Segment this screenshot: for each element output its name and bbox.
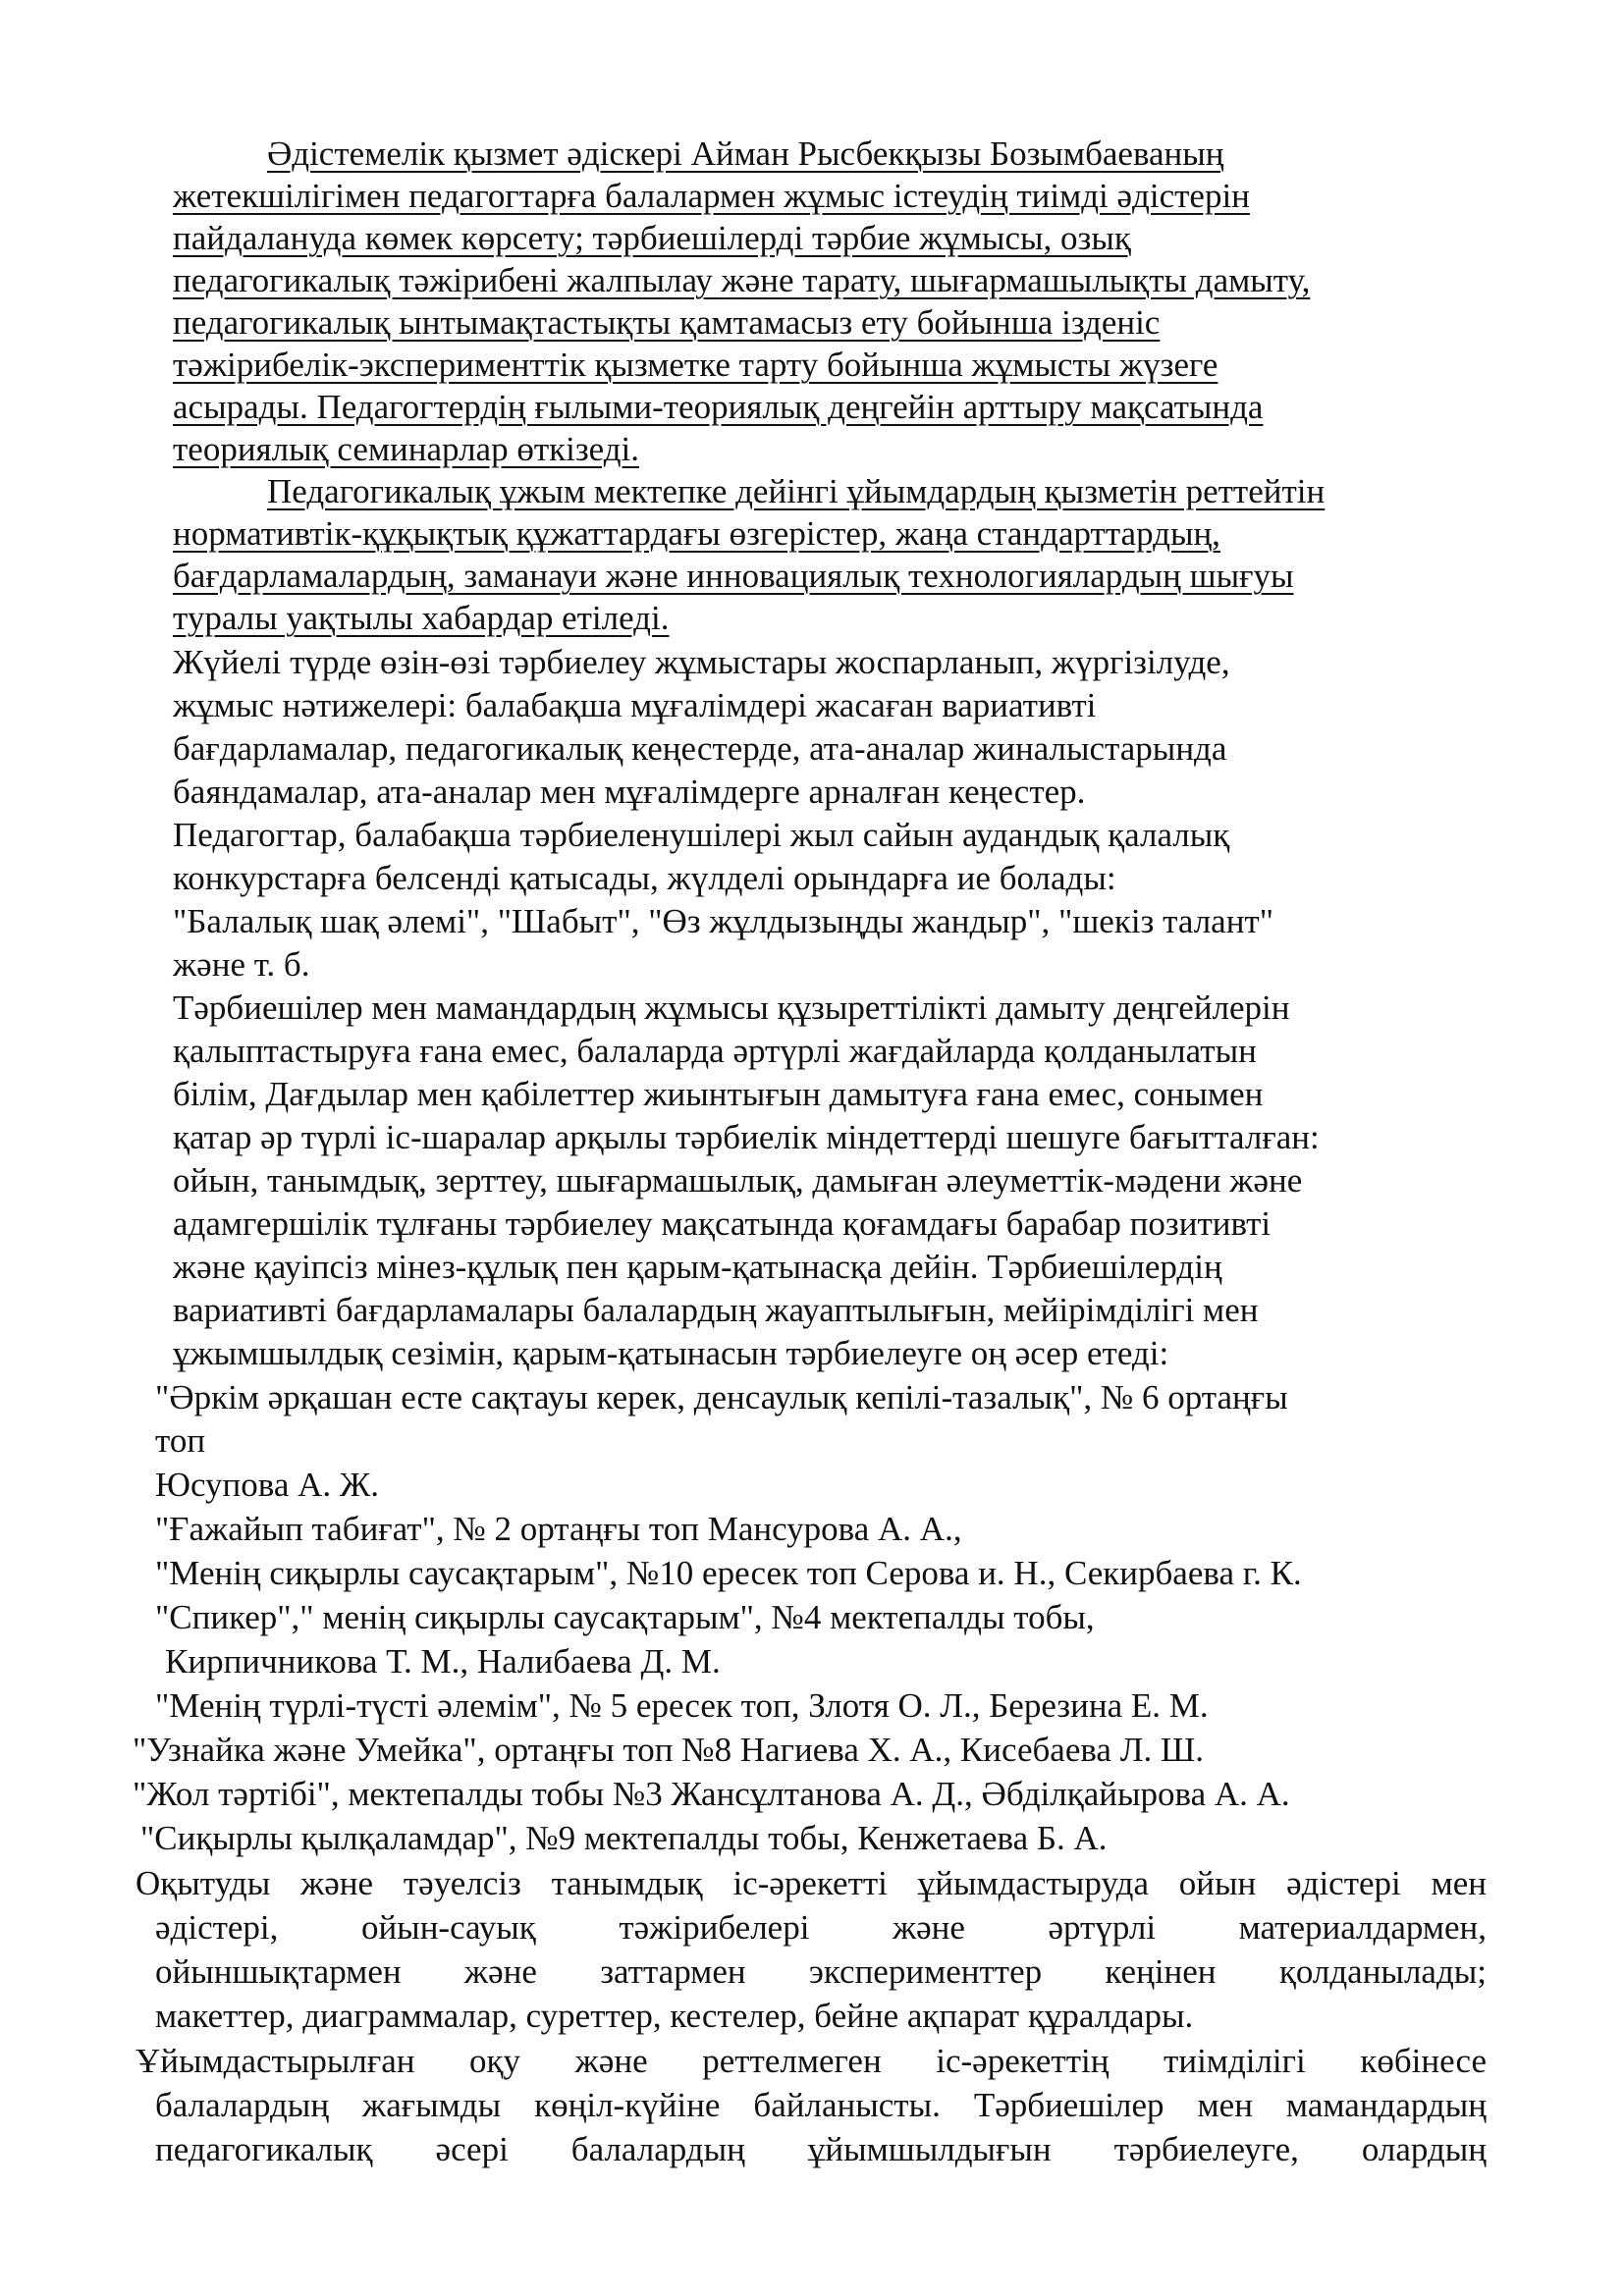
text-line: білім, Дағдылар мен қабілеттер жиынтығын дамытуға ғана емес, сонымен <box>173 1075 1264 1113</box>
text-line: топ <box>155 1421 206 1460</box>
text-line: әдістері, ойын-сауық тәжірибелері және әртүрлі материалдармен, <box>155 1908 1487 1947</box>
text-line: Юсупова А. Ж. <box>155 1466 380 1504</box>
text-line: макеттер, диаграммалар, суреттер, кестелер, бейне ақпарат құралдары. <box>155 1997 1194 2035</box>
text-line: туралы уақтылы хабардар етіледі. <box>173 599 670 637</box>
text-line: ойын, танымдық, зерттеу, шығармашылық, дамыған әлеуметтік-мәдени және <box>173 1161 1303 1200</box>
text-line: педагогикалық ынтымақтастықты қамтамасыз ету бойынша ізденіс <box>173 303 1161 342</box>
text-line: "Сиқырлы қылқаламдар", №9 мектепалды тобы, Кенжетаева Б. А. <box>140 1819 1108 1857</box>
text-line: "Менің түрлі-түсті әлемім", № 5 ересек топ, Злотя О. Л., Березина Е. М. <box>155 1686 1209 1725</box>
text-line: бағдарламалардың, заманауи және инновациялық технологиялардың шығуы <box>173 557 1294 595</box>
text-line: қатар әр түрлі іс-шаралар арқылы тәрбиелік міндеттерді шешуге бағытталған: <box>173 1118 1320 1156</box>
text-line: "Менің сиқырлы саусақтарым", №10 ересек топ Серова и. Н., Секирбаева г. К. <box>155 1554 1302 1592</box>
text-line: Оқытуды және тәуелсіз танымдық іс-әрекетті ұйымдастыруда ойын әдістері мен <box>135 1864 1487 1902</box>
text-line: жұмыс нәтижелері: балабақша мұғалімдері жасаған вариативті <box>173 686 1097 724</box>
text-line: "Жол тәртібі", мектепалды тобы №3 Жансұлтанова А. Д., Әбділқайырова А. А. <box>133 1775 1290 1813</box>
text-line: вариативті бағдарламалары балалардың жауаптылығын, мейірімділігі мен <box>173 1291 1259 1329</box>
text-line: педагогикалық тәжірибені жалпылау және тарату, шығармашылықты дамыту, <box>173 261 1311 299</box>
text-line: нормативтік-құқықтық құжаттардағы өзгерістер, жаңа стандарттардың, <box>173 514 1220 553</box>
text-line: ұжымшылдық сезімін, қарым-қатынасын тәрбиелеуге оң әсер етеді: <box>173 1334 1169 1372</box>
text-line: Жүйелі түрде өзін-өзі тәрбиелеу жұмыстары жоспарланып, жүргізілуде, <box>173 643 1230 681</box>
text-line: балалардың жағымды көңіл-күйіне байланысты. Тәрбиешілер мен мамандардың <box>155 2086 1487 2124</box>
text-line: бағдарламалар, педагогикалық кеңестерде, ата-аналар жиналыстарында <box>173 729 1227 768</box>
text-line: Педагогтар, балабақша тәрбиеленушілері жыл сайын аудандық қалалық <box>173 816 1230 854</box>
text-line: және қауіпсіз мінез-құлық пен қарым-қатынасқа дейін. Тәрбиешілердің <box>173 1248 1222 1286</box>
text-line: педагогикалық әсері балалардың ұйымшылдығын тәрбиелеуге, олардың <box>155 2130 1487 2168</box>
text-line: Әдістемелік қызмет әдіскері Айман Рысбекқызы Бозымбаеваның <box>267 134 1224 173</box>
text-line: Ұйымдастырылған оқу және реттелмеген іс-әрекеттің тиімділігі көбінесе <box>135 2042 1487 2080</box>
text-line: және т. б. <box>173 945 310 984</box>
text-line: пайдалануда көмек көрсету; тәрбиешілерді тәрбие жұмысы, озық <box>173 219 1131 257</box>
text-line: баяндамалар, ата-аналар мен мұғалімдерге арналған кеңестер. <box>173 773 1086 811</box>
text-line: "Узнайка және Умейка", ортаңғы топ №8 Нагиева Х. А., Кисебаева Л. Ш. <box>133 1731 1204 1769</box>
text-line: теориялық семинарлар өткізеді. <box>173 430 640 468</box>
text-line: "Спикер"," менің сиқырлы саусақтарым", №4 мектепалды тобы, <box>155 1598 1095 1636</box>
text-line: жетекшілігімен педагогтарға балалармен жұмыс істеудің тиімді әдістерін <box>173 177 1250 215</box>
text-line: Кирпичникова Т. М., Налибаева Д. М. <box>165 1642 721 1681</box>
text-line: Педагогикалық ұжым мектепке дейінгі ұйымдардың қызметін реттейтін <box>267 472 1326 510</box>
text-line: асырады. Педагогтердің ғылыми-теориялық деңгейін арттыру мақсатында <box>173 388 1264 426</box>
text-line: қалыптастыруға ғана емес, балаларда әртүрлі жағдайларда қолданылатын <box>173 1032 1257 1070</box>
text-line: ойыншықтармен және заттармен эксперименттер кеңінен қолданылады; <box>155 1952 1487 1991</box>
text-line: "Әркім әрқашан есте сақтауы керек, денсаулық кепілі-тазалық", № 6 ортаңғы <box>155 1378 1288 1416</box>
text-line: "Ғажайып табиғат", № 2 ортаңғы топ Мансурова А. А., <box>155 1510 962 1548</box>
text-line: конкурстарға белсенді қатысады, жүлделі орындарға ие болады: <box>173 859 1116 897</box>
text-line: Тәрбиешілер мен мамандардың жұмысы құзыреттілікті дамыту деңгейлерін <box>173 988 1290 1027</box>
text-line: тәжірибелік-эксперименттік қызметке тарту бойынша жұмысты жүзеге <box>173 346 1218 384</box>
text-line: адамгершілік тұлғаны тәрбиелеу мақсатында қоғамдағы барабар позитивті <box>173 1204 1272 1243</box>
text-line: "Балалық шақ әлемі", "Шабыт", "Өз жұлдызыңды жандыр", "шекіз талант" <box>173 902 1274 940</box>
